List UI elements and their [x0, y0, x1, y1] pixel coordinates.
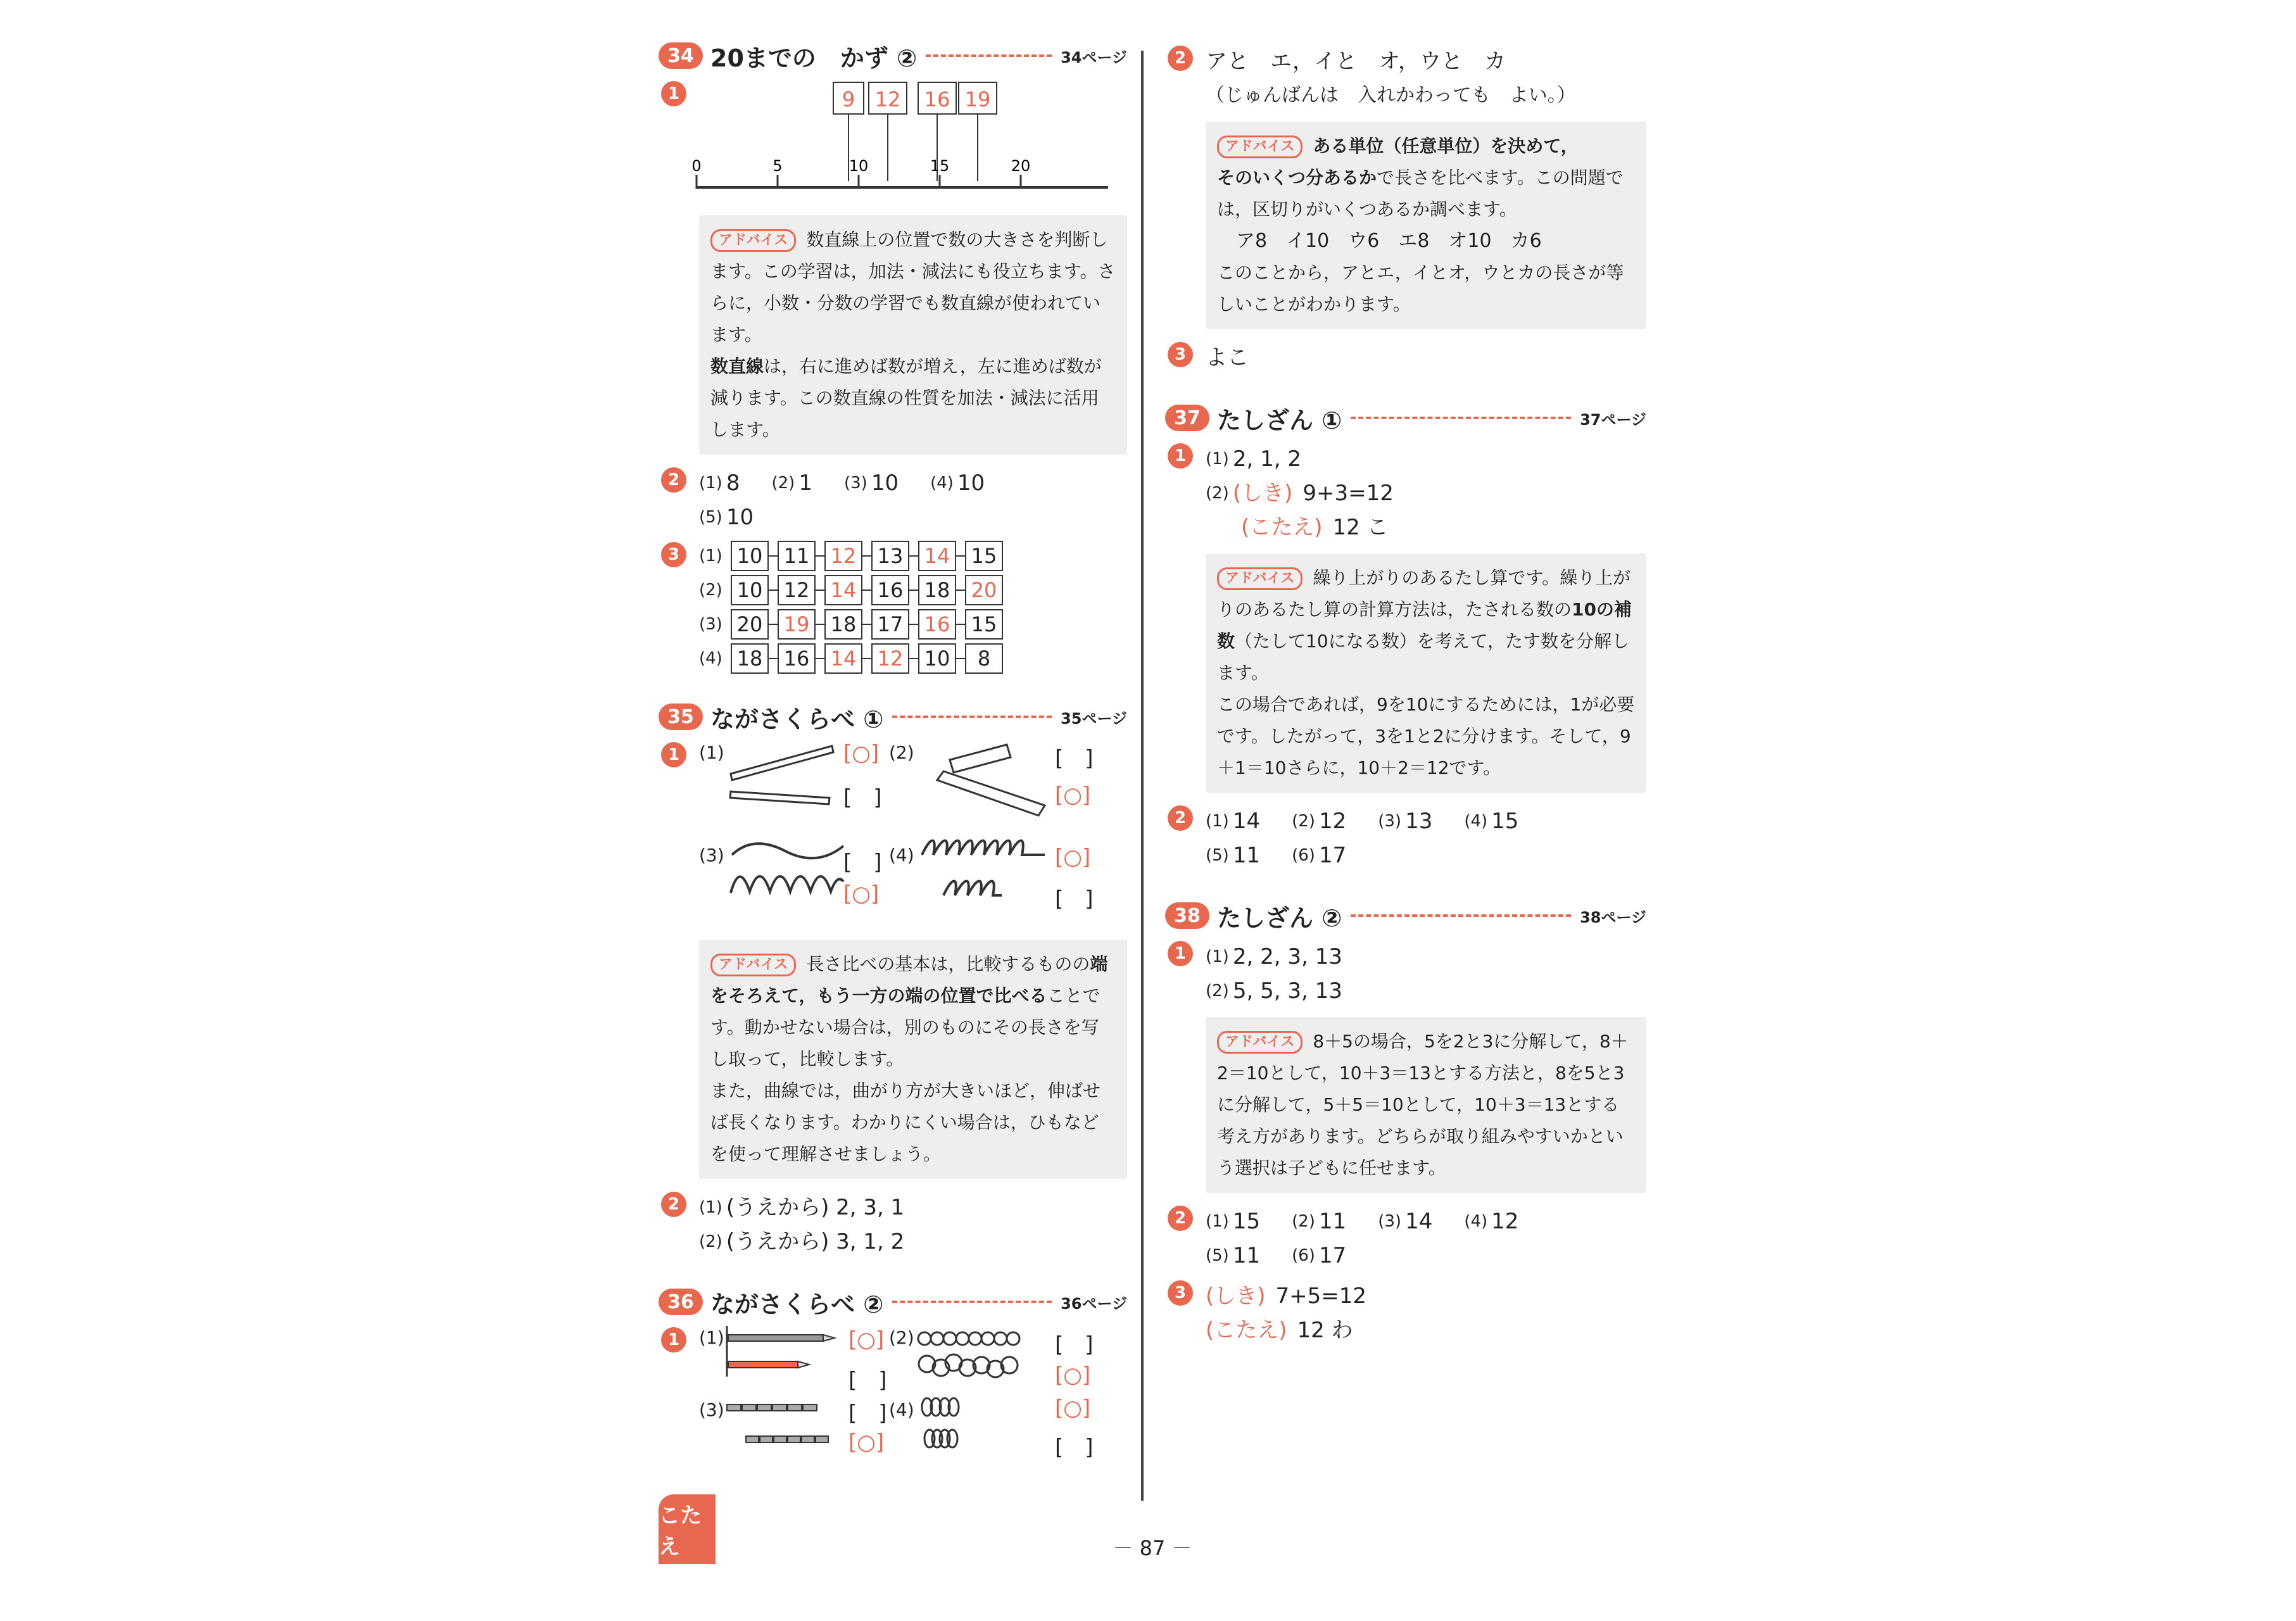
sequence-box: 10 [731, 541, 769, 571]
answer-label: (こたえ) [1241, 515, 1323, 540]
answer-page [659, 38, 1646, 1596]
answer-empty: [ ] [1055, 886, 1094, 912]
question-number: 3 [661, 542, 686, 567]
chain-link [862, 624, 871, 625]
sequence-box: 18 [824, 609, 862, 640]
part-index: (1) [699, 474, 722, 493]
sequence-box: 16 [871, 575, 909, 605]
chain-link [816, 590, 824, 591]
answer-row [699, 1190, 1127, 1225]
leader-dots [892, 1301, 1052, 1303]
question-number: 1 [661, 742, 686, 767]
part-index: (1) [1206, 450, 1229, 469]
chain-link [909, 624, 918, 625]
left-column [659, 38, 1127, 1491]
sequence-box: 13 [871, 541, 909, 571]
section-36-continued [1165, 44, 1646, 375]
sequence-box: 16 [778, 643, 816, 674]
advice-label: アドバイス [710, 954, 796, 976]
advice-text: （たして10になる数）を考えて，たす数を分解します。 [1217, 631, 1630, 683]
part-index: (1) [1206, 947, 1229, 966]
section-page-ref: 34ページ [1061, 48, 1127, 66]
chain-link [769, 590, 778, 591]
sequence-box: 12 [778, 575, 816, 605]
sequence-chain [699, 541, 1127, 571]
section-38 [1165, 898, 1646, 1347]
box-value: 19 [964, 87, 991, 111]
answer-value: 14 [1232, 809, 1261, 834]
answer-value: 7+5=12 [1275, 1284, 1367, 1309]
part-index: (1) [1206, 812, 1229, 831]
answer-value: 14 [1405, 1209, 1433, 1234]
chain-link [769, 624, 778, 625]
answer-empty: [ ] [1055, 1435, 1094, 1460]
advice-text: ことです。動かせない場合は，別のものにその長さを写し取って，比較します。 [710, 985, 1101, 1069]
question-3 [1165, 341, 1646, 375]
answer-value: 2, 2, 3, 13 [1232, 944, 1342, 969]
question-2 [1165, 1204, 1646, 1273]
section-page-ref: 37ページ [1580, 410, 1646, 429]
answer-row [1206, 1279, 1646, 1313]
part-index: (4) [699, 649, 722, 668]
tick-label: 20 [1011, 157, 1031, 175]
part-index: (3) [699, 1399, 724, 1420]
answer-note: （じゅんばんは 入れかわっても よい。） [1206, 84, 1576, 106]
section-header [659, 699, 1127, 735]
part-index: (2) [1292, 1212, 1315, 1231]
question-1 [659, 741, 1127, 931]
answer-value: 13 [1405, 809, 1433, 834]
part-index: (1) [699, 1327, 724, 1348]
question-number: 2 [1168, 46, 1193, 71]
tick-label: 10 [848, 157, 869, 175]
advice-label: アドバイス [1217, 567, 1303, 590]
part-index: (4) [889, 1399, 914, 1420]
part-index: (2) [1292, 812, 1315, 831]
part-index: (4) [889, 845, 914, 866]
sequence-box: 15 [965, 609, 1003, 640]
answer-row [1206, 442, 1646, 476]
question-1 [1165, 442, 1646, 545]
answer-value: 12 こ [1332, 515, 1389, 540]
part-index: (2) [771, 474, 795, 493]
answer-value: 12 わ [1297, 1318, 1353, 1343]
chain-link [862, 658, 871, 659]
answer-value: 11 [1318, 1209, 1347, 1234]
box-value: 12 [874, 87, 901, 111]
springs-figure [914, 1396, 1009, 1453]
sequence-box: 18 [918, 575, 956, 605]
answer-label: (こたえ) [1206, 1318, 1287, 1343]
section-header [659, 1284, 1127, 1320]
formula-label: (しき) [1232, 481, 1293, 506]
advice-label: アドバイス [710, 229, 796, 252]
answer-value: 15 [1232, 1209, 1261, 1234]
question-1 [659, 80, 1127, 206]
number-line [691, 157, 1108, 189]
question-number: 2 [1168, 805, 1193, 831]
section-header [1165, 400, 1646, 436]
advice-text: 長さ比べの基本は，比較するものの [806, 954, 1090, 974]
question-2 [659, 1190, 1127, 1259]
advice-text: このことから，アとエ，イとオ，ウとカの長さが等しいことがわかります。 [1217, 262, 1624, 315]
sequence-box: 20 [731, 609, 769, 640]
question-number: 3 [1168, 1280, 1193, 1306]
boards-figure [918, 741, 1051, 823]
section-title: たしざん ② [1217, 904, 1342, 932]
part-index: (4) [1464, 1212, 1488, 1231]
sequence-box: 16 [918, 609, 956, 640]
answers-tab: こたえ [659, 1494, 716, 1564]
part-index: (3) [699, 845, 724, 866]
section-header [1165, 898, 1646, 933]
answer-value: 5, 5, 3, 13 [1232, 978, 1342, 1004]
part-index: (2) [1206, 981, 1229, 1000]
answer-row [1206, 1239, 1646, 1273]
tick-label: 5 [773, 157, 783, 175]
answer-value: 15 [1491, 809, 1519, 834]
advice-text: 繰り上がりのあるたし算です。繰り上がりのあるたし算の計算方法は，たされる数の [1217, 567, 1631, 620]
answer-value: (うえから) 2, 3, 1 [726, 1195, 905, 1220]
answer-circle: [○] [1055, 845, 1091, 870]
section-37 [1165, 400, 1646, 873]
answer-value: 11 [1232, 843, 1261, 868]
advice-box [699, 215, 1127, 455]
answer-value: アと エ，イと オ，ウと カ [1206, 49, 1506, 74]
part-index: (1) [1206, 1212, 1229, 1231]
answer-empty: [ ] [848, 1368, 887, 1393]
question-number: 1 [661, 1327, 686, 1353]
answer-value: 8 [726, 470, 740, 496]
answer-value: 2, 1, 2 [1232, 446, 1301, 472]
advice-box [1206, 553, 1646, 793]
answer-row [699, 1225, 1127, 1259]
answer-value: よこ [1206, 345, 1249, 370]
advice-bold: そのいくつ分あるか [1217, 167, 1377, 188]
chain-link [956, 555, 965, 557]
sequence-box: 10 [918, 643, 956, 674]
advice-box [1206, 1017, 1646, 1193]
chain-link [816, 555, 824, 557]
chain-link [956, 590, 965, 591]
page-number: － 87 － [1113, 1536, 1192, 1560]
answer-circle: [○] [1055, 783, 1091, 808]
part-index: (1) [699, 1198, 722, 1217]
question-number: 2 [661, 1192, 686, 1217]
section-35 [659, 699, 1127, 1259]
bars-figure [728, 743, 842, 813]
question-2 [659, 466, 1127, 534]
answer-value: 10 [726, 505, 754, 530]
part-index: (2) [699, 1232, 722, 1251]
answer-value: 1 [798, 470, 812, 496]
chain-link [956, 624, 965, 625]
sequence-box: 14 [918, 541, 956, 571]
section-36 [659, 1284, 1127, 1465]
advice-text: また，曲線では，曲がり方が大きいほど，伸ばせば長くなります。わかりにくい場合は，ひもなどを使って理解させましょう。 [710, 1080, 1101, 1164]
answer-row [1206, 476, 1646, 510]
chain-link [769, 658, 778, 659]
question-1 [1165, 940, 1646, 1008]
answer-empty: [ ] [1055, 1332, 1094, 1358]
section-page-ref: 38ページ [1580, 908, 1646, 926]
question-number: 1 [1168, 443, 1193, 469]
question-number: 1 [661, 81, 686, 106]
part-index: (3) [843, 474, 867, 493]
rings-figure [914, 1326, 1041, 1383]
sequence-box: 15 [965, 541, 1003, 571]
part-index: (5) [1206, 846, 1229, 865]
section-title: ながさくらべ ② [710, 1290, 884, 1318]
section-number: 34 [659, 42, 703, 69]
part-index: (6) [1292, 846, 1315, 865]
section-number: 37 [1165, 405, 1209, 431]
answer-circle: [○] [848, 1430, 885, 1455]
part-index: (4) [1464, 812, 1488, 831]
answer-empty: [ ] [843, 785, 882, 810]
advice-box [699, 940, 1127, 1179]
chain-link [909, 590, 918, 591]
answer-empty: [ ] [1055, 746, 1094, 771]
question-number: 3 [1168, 342, 1193, 367]
section-number: 38 [1165, 902, 1209, 929]
answer-circle: [○] [843, 881, 880, 907]
chain-link [909, 658, 918, 659]
advice-label: アドバイス [1217, 136, 1303, 158]
answer-row [1206, 1313, 1646, 1347]
part-index: (1) [699, 546, 722, 565]
tick-label: 15 [930, 157, 950, 175]
sequence-box: 20 [965, 575, 1003, 605]
answer-row [1206, 838, 1646, 873]
clips-figure [724, 1396, 845, 1453]
formula-label: (しき) [1206, 1284, 1266, 1309]
leader-dots [1351, 417, 1571, 419]
part-index: (6) [1292, 1246, 1315, 1265]
advice-text: 8＋5の場合，5を2と3に分解して，8＋2＝10として，10＋3＝13とする方法と，8を5と3に分解して，5＋5＝10として，10＋3＝13とする考え方があります。どちらが取り組みやすいかという選択は子どもに任せます。 [1217, 1031, 1629, 1178]
advice-bold: 端をそろえて，もう一方の端の位置で比べる [710, 954, 1108, 1006]
answer-empty: [ ] [843, 850, 882, 875]
section-number: 35 [659, 703, 703, 730]
section-page-ref: 35ページ [1061, 709, 1127, 728]
answer-circle: [○] [848, 1327, 885, 1353]
answer-value: 11 [1232, 1243, 1261, 1268]
part-index: (3) [699, 615, 722, 634]
question-number: 2 [1168, 1206, 1193, 1231]
sequence-chain [699, 575, 1127, 605]
answer-value: 17 [1318, 843, 1347, 868]
section-number: 36 [659, 1289, 703, 1315]
part-index: (2) [699, 581, 722, 600]
coils-figure [918, 836, 1051, 905]
answer-row [699, 466, 1127, 500]
sequence-chain [699, 643, 1127, 674]
answer-value: 9+3=12 [1303, 481, 1394, 506]
part-index: (2) [889, 742, 914, 763]
question-2 [1165, 804, 1646, 873]
sequence-chain [699, 609, 1127, 640]
question-3 [1165, 1279, 1646, 1347]
answer-circle: [○] [1055, 1363, 1091, 1388]
sequence-box: 14 [824, 643, 862, 674]
part-index: (1) [699, 742, 724, 763]
chain-link [909, 555, 918, 557]
chain-link [769, 555, 778, 557]
answer-value: 12 [1491, 1209, 1519, 1234]
sequence-box: 17 [871, 609, 909, 640]
answer-circle: [○] [1055, 1396, 1091, 1421]
section-title: たしざん ① [1217, 406, 1342, 434]
advice-label: アドバイス [1217, 1031, 1303, 1054]
answer-row [1206, 1204, 1646, 1239]
part-index: (2) [1206, 484, 1229, 503]
question-1 [659, 1326, 1127, 1465]
sequence-box: 11 [778, 541, 816, 571]
advice-box [1206, 122, 1646, 329]
box-value: 16 [924, 87, 950, 111]
answer-value: 12 [1318, 809, 1347, 834]
part-index: (2) [889, 1327, 914, 1348]
leader-dots [892, 716, 1052, 718]
part-index: (5) [699, 508, 722, 527]
sequence-box: 10 [731, 575, 769, 605]
section-title: 20までの かず ② [710, 44, 918, 72]
answer-row [1206, 940, 1646, 974]
advice-bold: 数直線 [710, 356, 764, 377]
answer-value: 10 [871, 470, 899, 496]
column-divider [1141, 51, 1144, 1501]
question-number: 1 [1168, 941, 1193, 966]
sequence-box: 19 [778, 609, 816, 640]
part-index: (4) [930, 474, 954, 493]
section-title: ながさくらべ ① [710, 705, 884, 733]
box-value: 9 [842, 87, 855, 111]
answer-row [1206, 804, 1646, 838]
advice-text: で長さを比べます。この問題では，区切りがいくつあるか調べます。 [1217, 167, 1624, 220]
answer-empty: [ ] [848, 1401, 887, 1426]
question-number: 2 [661, 467, 686, 493]
sequence-box: 12 [871, 643, 909, 674]
tick-label: 0 [691, 157, 702, 175]
part-index: (3) [1378, 1212, 1402, 1231]
chain-link [956, 658, 965, 659]
question-3 [659, 541, 1127, 674]
section-page-ref: 36ページ [1061, 1294, 1127, 1313]
answer-value: 10 [957, 470, 985, 496]
part-index: (5) [1206, 1246, 1229, 1265]
right-column [1165, 38, 1646, 1373]
part-index: (3) [1378, 812, 1402, 831]
advice-text: この場合であれば，9を10にするためには，1が必要です。したがって，3を1と2に分けます。そして，9＋1＝10さらに，10＋2＝12です。 [1217, 694, 1635, 778]
sequence-box: 8 [965, 643, 1003, 674]
chain-link [862, 590, 871, 591]
sequence-box: 12 [824, 541, 862, 571]
advice-values: ア8 イ10 ウ6 エ8 オ10 カ6 [1236, 230, 1542, 252]
leader-dots [1351, 914, 1571, 917]
section-header [659, 38, 1127, 73]
answer-circle: [○] [843, 741, 880, 766]
sequence-box: 18 [731, 643, 769, 674]
chain-link [862, 555, 871, 557]
advice-text: 数直線上の位置で数の大きさを判断します。この学習は，加法・減法にも役立ちます。さらに，小数・分数の学習でも数直線が使われています。 [710, 229, 1116, 345]
advice-bold: ある単位（任意単位）を決めて， [1313, 136, 1579, 156]
advice-bold: 10の補数 [1217, 599, 1632, 652]
question-2 [1165, 44, 1646, 113]
answer-value: (うえから) 3, 1, 2 [726, 1229, 905, 1254]
answer-row [1206, 510, 1646, 545]
answer-row [1206, 974, 1646, 1008]
number-line-figure [690, 80, 1108, 200]
advice-text: は，右に進めば数が増え，左に進めば数が減ります。この数直線の性質を加法・減法に活用します。 [710, 356, 1102, 440]
leader-dots [926, 54, 1052, 57]
curves-figure [728, 836, 848, 905]
answer-value: 17 [1318, 1243, 1347, 1268]
answer-row [699, 500, 1127, 534]
section-34 [659, 38, 1127, 674]
sequence-box: 14 [824, 575, 862, 605]
chain-link [816, 658, 824, 659]
pencils-figure [724, 1326, 845, 1383]
chain-link [816, 624, 824, 625]
